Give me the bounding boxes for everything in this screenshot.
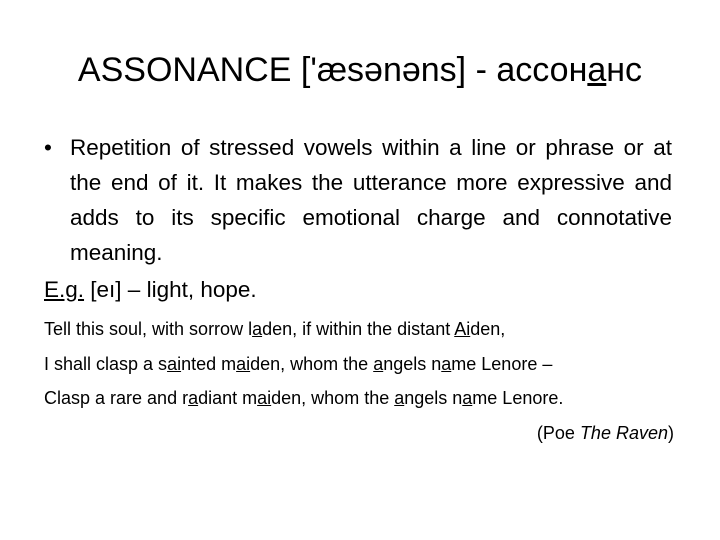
slide-title (0, 48, 720, 92)
poem-assonance-vowel: a (252, 319, 263, 339)
poem-assonance-vowel: a (441, 353, 452, 374)
poem-assonance-vowel: ai (257, 388, 272, 408)
poem-assonance-vowel: a (462, 388, 473, 408)
example-text: [eı] – light, hope. (84, 277, 257, 302)
title-russian-stressed-vowel: а (587, 51, 607, 89)
poem-line (44, 347, 674, 382)
example-line (44, 273, 674, 307)
bullet-marker: • (44, 135, 52, 160)
poem-segment: Tell this soul, with sorrow l (44, 319, 253, 339)
title-dash: - (475, 51, 487, 89)
poem-attribution (44, 416, 674, 451)
poem-line (44, 312, 674, 347)
definition-bullet (44, 130, 672, 270)
attribution-author: (Poe (536, 422, 580, 443)
poem-segment: Clasp a rare and r (44, 388, 189, 408)
attribution-close: ) (668, 422, 674, 443)
poem-segment: me Lenore – (451, 353, 553, 374)
poem-segment: ngels n (404, 388, 463, 408)
title-word: ASSONANCE (77, 51, 292, 89)
title-russian (496, 51, 642, 89)
poem-segment: nted m (181, 353, 237, 374)
poem-assonance-vowel: a (373, 353, 384, 374)
poem-segment: ngels n (383, 353, 442, 374)
attribution-work-title: The Raven (579, 422, 668, 443)
poem-segment: den, (470, 319, 506, 339)
title-transcription: ['æsənəns] (300, 51, 467, 89)
title-russian-pre: ассон (496, 51, 588, 89)
poem-segment: me Lenore. (472, 388, 564, 408)
poem-segment: diant m (198, 388, 258, 408)
poem-segment: I shall clasp a s (44, 353, 168, 374)
title-russian-post: нс (606, 51, 643, 89)
example-label: E.g. (44, 277, 85, 302)
bullet-text: Repetition of stressed vowels within a line or phrase or at the end of it. It makes the utterance more expressive and adds to its specific emotional charge and connotative meaning. (70, 135, 672, 265)
poem-segment: den, whom the (250, 353, 374, 374)
poem-line (44, 381, 674, 416)
poem-assonance-vowel: ai (236, 353, 251, 374)
poem-assonance-vowel: ai (167, 353, 182, 374)
poem-segment: den, whom the (271, 388, 395, 408)
poem-assonance-vowel: a (394, 388, 405, 408)
poem-segment: den, if within the distant (262, 319, 455, 339)
poem-assonance-vowel: a (188, 388, 199, 408)
poem-quote (44, 312, 674, 450)
poem-assonance-vowel: Ai (454, 319, 471, 339)
